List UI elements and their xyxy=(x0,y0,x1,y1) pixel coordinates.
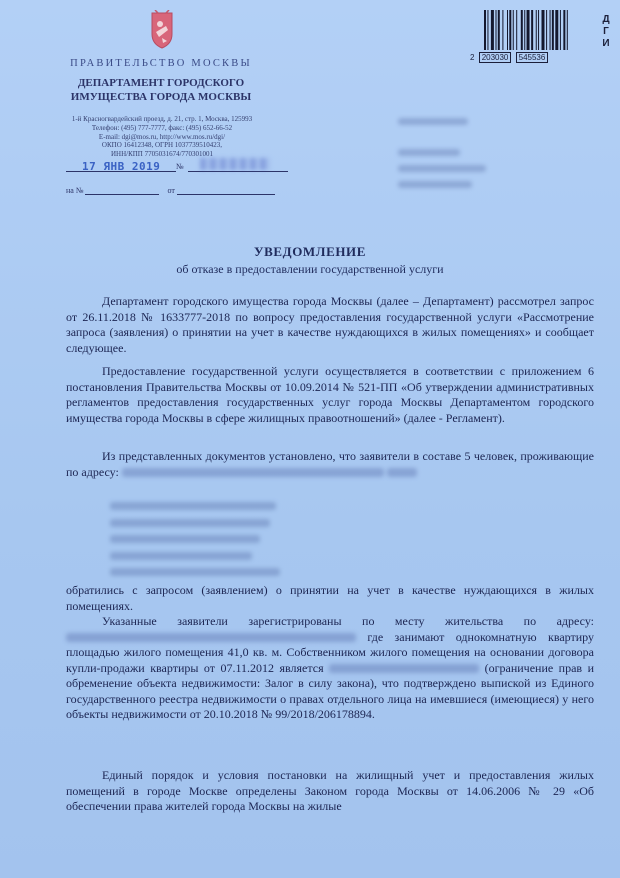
barcode-bar xyxy=(550,10,551,50)
barcode-bar xyxy=(546,10,547,50)
paragraph-text xyxy=(66,449,594,480)
redacted-recipient-line xyxy=(398,181,472,188)
barcode-bar xyxy=(513,10,514,50)
date-stamp: 17 ЯНВ 2019 xyxy=(82,160,161,173)
barcode-bar xyxy=(538,10,539,50)
reference-date-label: от xyxy=(167,186,175,195)
barcode-bar xyxy=(542,10,545,50)
barcode-side-letter: Г xyxy=(603,26,609,37)
government-title: ПРАВИТЕЛЬСТВО МОСКВЫ xyxy=(70,58,252,69)
barcode-bar xyxy=(496,10,497,50)
registration-number-underline xyxy=(188,171,288,172)
barcode-bar xyxy=(536,10,537,50)
barcode-side-letter: И xyxy=(602,38,610,49)
body-paragraph-1 xyxy=(66,294,594,356)
department-contacts xyxy=(50,115,274,159)
redacted-address xyxy=(66,633,356,642)
redacted-recipient-name xyxy=(398,118,468,125)
registration-number-label: № xyxy=(176,162,184,171)
reference-date-line xyxy=(177,186,275,195)
redacted-applicant xyxy=(110,535,260,543)
redacted-applicant xyxy=(110,568,280,576)
moscow-coat-of-arms-icon xyxy=(150,10,174,50)
department-email: E-mail: dgi@mos.ru, http://www.mos.ru/dgi/ xyxy=(98,132,226,141)
recipient-block-redacted xyxy=(398,118,494,197)
redacted-recipient-line xyxy=(398,165,486,172)
barcode-bar xyxy=(567,10,568,50)
paragraph-text xyxy=(66,614,594,723)
notice-subtitle: об отказе в предоставлении государственной услуги xyxy=(176,262,444,276)
barcode-bar xyxy=(498,10,500,50)
barcode-bar xyxy=(552,10,554,50)
department-title-line1: ДЕПАРТАМЕНТ ГОРОДСКОГО xyxy=(77,77,245,89)
redacted-address xyxy=(122,468,384,477)
barcode-bar xyxy=(563,10,565,50)
paragraph-text: Единый порядок и условия постановки на жилищный учет и предоставления жилых помещений в городе Москве определены Законом города Москвы от 14.06.2006 № 29 «Об обеспечении права жителей города Москвы на жилые xyxy=(66,768,594,813)
department-title-line2: ИМУЩЕСТВА ГОРОДА МОСКВЫ xyxy=(70,91,252,103)
paragraph-text: Департамент городского имущества города Москвы (далее – Департамент) рассмотрел запрос от 26.11.2018 № 1633777-2018 по вопросу предоставления государственной услуги «Рассмотрение запроса (заявления) о принятии на учет в качестве нуждающихся в жилых помещениях» и сообщает следующее. xyxy=(66,294,594,355)
paragraph-text-start: Указанные заявители зарегистрированы по месту жительства по адресу: xyxy=(102,614,594,628)
notice-title: УВЕДОМЛЕНИЕ xyxy=(253,244,367,259)
barcode-bar xyxy=(507,10,508,50)
paragraph-text: Предоставление государственной услуги осуществляется в соответствии с приложением 6 постановления Правительства Москвы от 10.09.2014 № 521-ПП «Об утверждении административных регламентов предоставления государственных услуг города Москвы Департаментом городского имущества города Москвы в сфере жилищных правоотношений» (далее - Регламент). xyxy=(66,364,594,425)
department-title xyxy=(68,76,254,104)
barcode-bar xyxy=(491,10,494,50)
paragraph-text-middle: где занимают однокомнатную квартиру площадью жилого помещения 41,0 кв. м. Собственником жилого помещения на основании договора купли-продажи квартиры от 07.11.2012 является xyxy=(66,629,595,675)
barcode-block xyxy=(470,10,620,66)
paragraph-text-start: Из представленных документов установлено, что заявители в составе 5 человек, проживающие по адресу: xyxy=(66,449,594,479)
department-okpo: ОКПО 16412348, ОГРН 1037739510423, xyxy=(101,141,223,150)
barcode-bar xyxy=(487,10,488,50)
body-paragraph-3 xyxy=(66,449,594,480)
date-underline xyxy=(66,171,176,172)
body-paragraph-5 xyxy=(66,614,594,723)
barcode-digit-group2: 203030 xyxy=(479,52,512,63)
paragraph-text: обратились с запросом (заявлением) о принятии на учет в качестве нуждающихся в жилых помещениях. xyxy=(66,583,594,613)
barcode-bar xyxy=(527,10,530,50)
body-paragraph-2 xyxy=(66,364,594,426)
paragraph-text-end: (ограничение прав и обременение объекта недвижимости: Залог в силу закона), что подтверждено выпиской из Единого государственного реестра недвижимости о правах отдельного лица на имевшиеся (имеющиеся) у него объекты недвижимости от 20.10.2018 № 99/2018/206178894. xyxy=(66,660,594,721)
barcode-icon xyxy=(484,10,596,50)
barcode-bar xyxy=(484,10,486,50)
redacted-address-continued xyxy=(387,468,417,477)
department-inn: ИНН/КПП 7705031674/770301001 xyxy=(110,150,214,159)
barcode-side-letter: Д xyxy=(602,14,610,25)
reference-number-label: на № xyxy=(66,186,84,195)
barcode-bar xyxy=(524,10,525,50)
barcode-bar xyxy=(521,10,523,50)
department-phone: Телефон: (495) 777-7777, факс: (495) 652-66-52 xyxy=(91,123,233,132)
barcode-digits xyxy=(470,52,548,63)
redacted-applicant xyxy=(110,552,252,560)
redacted-applicant xyxy=(110,502,276,510)
barcode-digit-group3: 545536 xyxy=(516,52,549,63)
redacted-owner-name xyxy=(329,664,479,673)
barcode-bar xyxy=(555,10,558,50)
body-paragraph-4 xyxy=(66,583,594,614)
redacted-applicants-list xyxy=(110,502,310,585)
barcode-bar xyxy=(502,10,503,50)
redacted-registration-number xyxy=(200,158,270,170)
barcode-bar xyxy=(560,10,561,50)
barcode-bar xyxy=(509,10,511,50)
body-paragraph-6 xyxy=(66,768,594,815)
reference-row xyxy=(66,186,275,195)
barcode-digit-group1: 2 xyxy=(470,53,475,62)
barcode-bar xyxy=(531,10,533,50)
department-address: 1-й Красногвардейский проезд, д. 21, стр. 1, Москва, 125993 xyxy=(71,115,253,123)
redacted-applicant xyxy=(110,519,270,527)
barcode-side-code xyxy=(598,14,614,50)
barcode-bar xyxy=(516,10,517,50)
reference-number-line xyxy=(85,186,159,195)
redacted-recipient-line xyxy=(398,149,460,156)
